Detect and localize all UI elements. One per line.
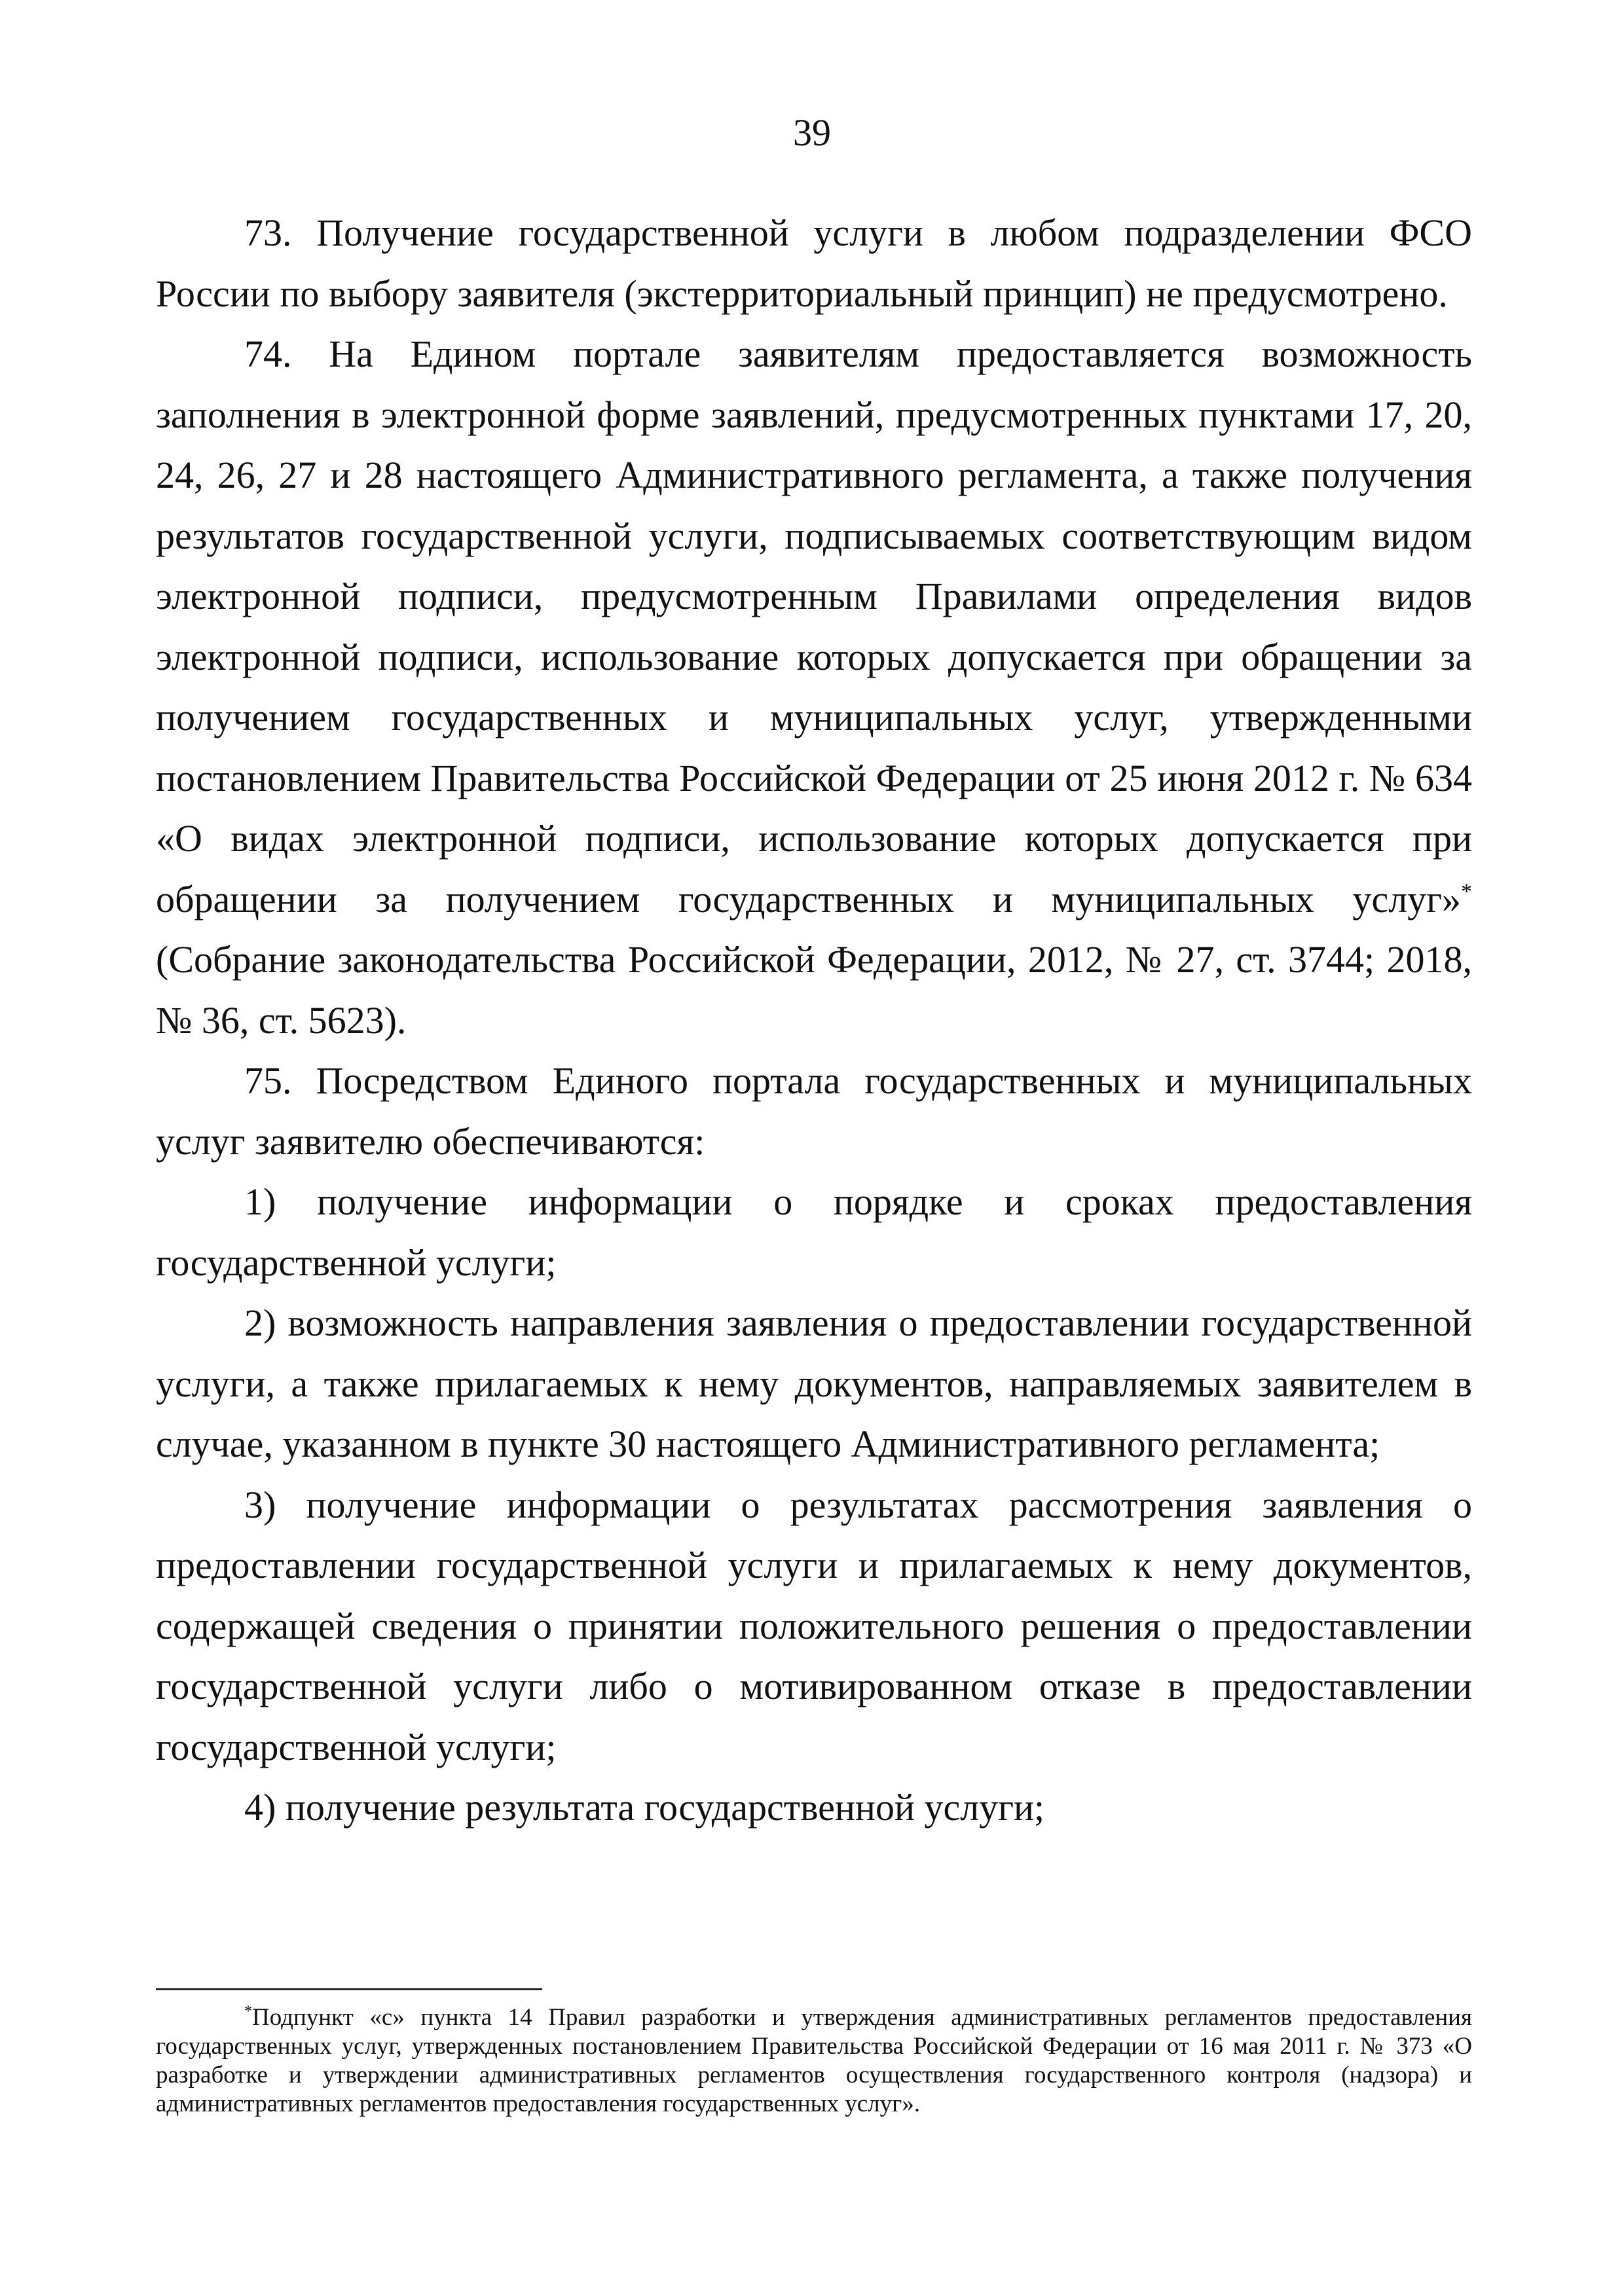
paragraph-74-text: 74. На Едином портале заявителям предоставляется возможность заполнения в электронной форме заявлений, предусмотренных пунктами 17, 20, 24, 26, 27 и 28 настоящего Административного регламента, а также получения результатов государственной услуги, подписываемых соответствующим видом электронной подписи, предусмотренным Правилами определения видов электронной подписи, использование которых допускается при обращении за получением государственных и муниципальных услуг, утвержденными постановлением Правительства Российской Федерации от 25 июня 2012 г. № 634 «О видах электронной подписи, использование которых допускается при обращении за получением государственных и муниципальных услуг»	[156, 333, 1472, 920]
paragraph-75: 75. Посредством Единого портала государственных и муниципальных услуг заявителю обеспечиваются:	[156, 1059, 1472, 1163]
footnote-text: Подпункт «с» пункта 14 Правил разработки и утверждения административных регламентов предоставления государственных услуг, утвержденных постановлением Правительства Российской Федерации от 16 мая 2011 г. № 373 «О разработке и утверждении административных регламентов осуществления государственного контроля (надзора) и административных регламентов предоставления государственных услуг».	[156, 2004, 1472, 2117]
footnote-reference: *	[1461, 879, 1472, 904]
list-item-1: 1) получение информации о порядке и сроках предоставления государственной услуги;	[156, 1180, 1472, 1284]
footnote	[156, 2003, 1472, 2119]
paragraph-74-citation: (Собрание законодательства Российской Федерации, 2012, № 27, ст. 3744; 2018, № 36, ст. 5623).	[156, 938, 1472, 1042]
list-item-4: 4) получение результата государственной услуги;	[244, 1786, 1045, 1829]
footnote-mark: *	[244, 2003, 252, 2020]
page-number: 39	[793, 111, 831, 154]
paragraph-74	[156, 324, 1472, 1051]
list-item-2: 2) возможность направления заявления о предоставлении государственной услуги, а также прилагаемых к нему документов, направляемых заявителем в случае, указанном в пункте 30 настоящего Административного регламента;	[156, 1302, 1472, 1465]
list-item-3: 3) получение информации о результатах рассмотрения заявления о предоставлении государственной услуги и прилагаемых к нему документов, содержащей сведения о принятии положительного решения о предоставлении государственной услуги либо о мотивированном отказе в предоставлении государственной услуги;	[156, 1483, 1472, 1768]
document-body	[156, 203, 1472, 1838]
footnote-divider	[156, 1988, 542, 1990]
paragraph-73: 73. Получение государственной услуги в любом подразделении ФСО России по выбору заявителя (экстерриториальный принцип) не предусмотрено.	[156, 211, 1472, 315]
